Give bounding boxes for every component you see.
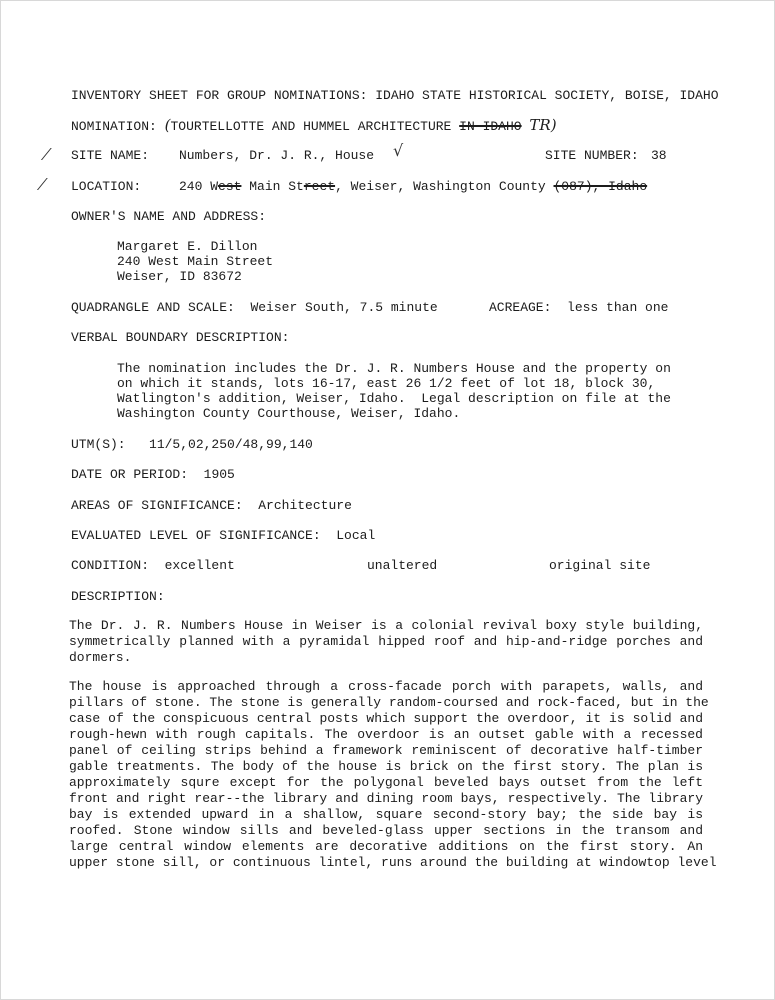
description-line: bay is extended upward in a shallow, square second-story bay; the side bay is — [69, 807, 703, 822]
quadrangle-label: QUADRANGLE AND SCALE: — [71, 300, 235, 315]
sheet-title: INVENTORY SHEET FOR GROUP NOMINATIONS: IDAHO STATE HISTORICAL SOCIETY, BOISE, IDAHO — [71, 88, 719, 103]
nomination-handwritten-note: TR — [529, 116, 551, 134]
nomination-struck-text: IN IDAHO — [459, 119, 522, 134]
description-line: case of the conspicuous central posts which support the overdoor, it is solid and — [69, 711, 703, 726]
checkmark-icon: √ — [393, 141, 404, 160]
description-line: pillars of stone. The stone is generally random-coursed and rock-faced, but in the — [69, 695, 709, 710]
quadrangle-row — [71, 300, 438, 315]
owner-label: OWNER'S NAME AND ADDRESS: — [71, 209, 267, 224]
description-line: approximately squre except for the polygonal beveled bays outset from the left — [69, 775, 703, 790]
description-line: upper stone sill, or continuous lintel, runs around the building at windowtop level — [69, 855, 717, 870]
nomination-bracket-open: ( — [164, 116, 171, 134]
nomination-value: TOURTELLOTTE AND HUMMEL ARCHITECTURE — [170, 119, 452, 134]
site-name-value: Numbers, Dr. J. R., House — [179, 148, 375, 163]
condition-value: excellent — [164, 558, 235, 573]
condition-row — [71, 558, 235, 573]
acreage-row — [489, 300, 668, 315]
condition-label: CONDITION: — [71, 558, 150, 573]
location-struck-county: (087), Idaho — [553, 179, 648, 194]
location-value: 240 West Main Street, Weiser, Washington County (087), Idaho — [179, 179, 648, 194]
description-line: roofed. Stone window sills and beveled-glass upper sections in the transom and — [69, 823, 703, 838]
description-paragraph-1 — [69, 618, 703, 666]
boundary-line: Washington County Courthouse, Weiser, Idaho. — [117, 406, 461, 421]
nomination-row — [71, 118, 557, 134]
description-line: The Dr. J. R. Numbers House in Weiser is a colonial revival boxy style building, — [69, 618, 703, 633]
nomination-bracket-close: ) — [550, 116, 557, 134]
nomination-label: NOMINATION: — [71, 119, 157, 134]
description-paragraph-2 — [69, 679, 717, 871]
boundary-line: on which it stands, lots 16-17, east 26 1/2 feet of lot 18, block 30, — [117, 376, 656, 391]
owner-name: Margaret E. Dillon — [117, 239, 258, 254]
description-label: DESCRIPTION: — [71, 589, 165, 604]
areas-row — [71, 498, 352, 513]
level-row — [71, 528, 375, 543]
site-number-label: SITE NUMBER: — [545, 148, 639, 163]
description-line: symmetrically planned with a pyramidal hipped roof and hip-and-ridge porches and — [69, 634, 703, 649]
utm-row — [71, 437, 313, 452]
description-line: The house is approached through a cross-facade porch with parapets, walls, and — [69, 679, 703, 694]
areas-value: Architecture — [258, 498, 352, 513]
condition-alteration: unaltered — [367, 558, 438, 573]
date-value: 1905 — [203, 467, 235, 482]
boundary-label: VERBAL BOUNDARY DESCRIPTION: — [71, 330, 290, 345]
level-value: Local — [336, 528, 376, 543]
description-line: panel of ceiling strips behind a framework reminiscent of decorative half-timber — [69, 743, 703, 758]
acreage-label: ACREAGE: — [489, 300, 552, 315]
checkmark-icon: ⁄ — [41, 175, 44, 194]
site-number-value: 38 — [651, 148, 667, 163]
description-line: rough-hewn with rough capitals. The overdoor is an outset gable with a recessed — [69, 727, 703, 742]
level-label: EVALUATED LEVEL OF SIGNIFICANCE: — [71, 528, 321, 543]
description-line: dormers. — [69, 650, 132, 665]
date-row — [71, 467, 235, 482]
areas-label: AREAS OF SIGNIFICANCE: — [71, 498, 243, 513]
utm-label: UTM(S): — [71, 437, 126, 452]
quadrangle-value: Weiser South, 7.5 minute — [250, 300, 438, 315]
location-label: LOCATION: — [71, 179, 142, 194]
owner-city: Weiser, ID 83672 — [117, 269, 242, 284]
boundary-line: Watlington's addition, Weiser, Idaho. Legal description on file at the — [117, 391, 671, 406]
date-label: DATE OR PERIOD: — [71, 467, 189, 482]
owner-street: 240 West Main Street — [117, 254, 274, 269]
site-name-label: SITE NAME: — [71, 148, 150, 163]
boundary-line: The nomination includes the Dr. J. R. Numbers House and the property on — [117, 361, 671, 376]
description-line: large central window elements are decorative additions on the first story. An — [69, 839, 703, 854]
condition-site: original site — [549, 558, 651, 573]
utm-value: 11/5,02,250/48,99,140 — [149, 437, 313, 452]
description-line: front and right rear--the library and dining room bays, respectively. The library — [69, 791, 703, 806]
description-line: gable treatments. The body of the house is brick on the first story. The plan is — [69, 759, 703, 774]
acreage-value: less than one — [567, 300, 669, 315]
checkmark-icon: ⁄ — [45, 145, 48, 164]
